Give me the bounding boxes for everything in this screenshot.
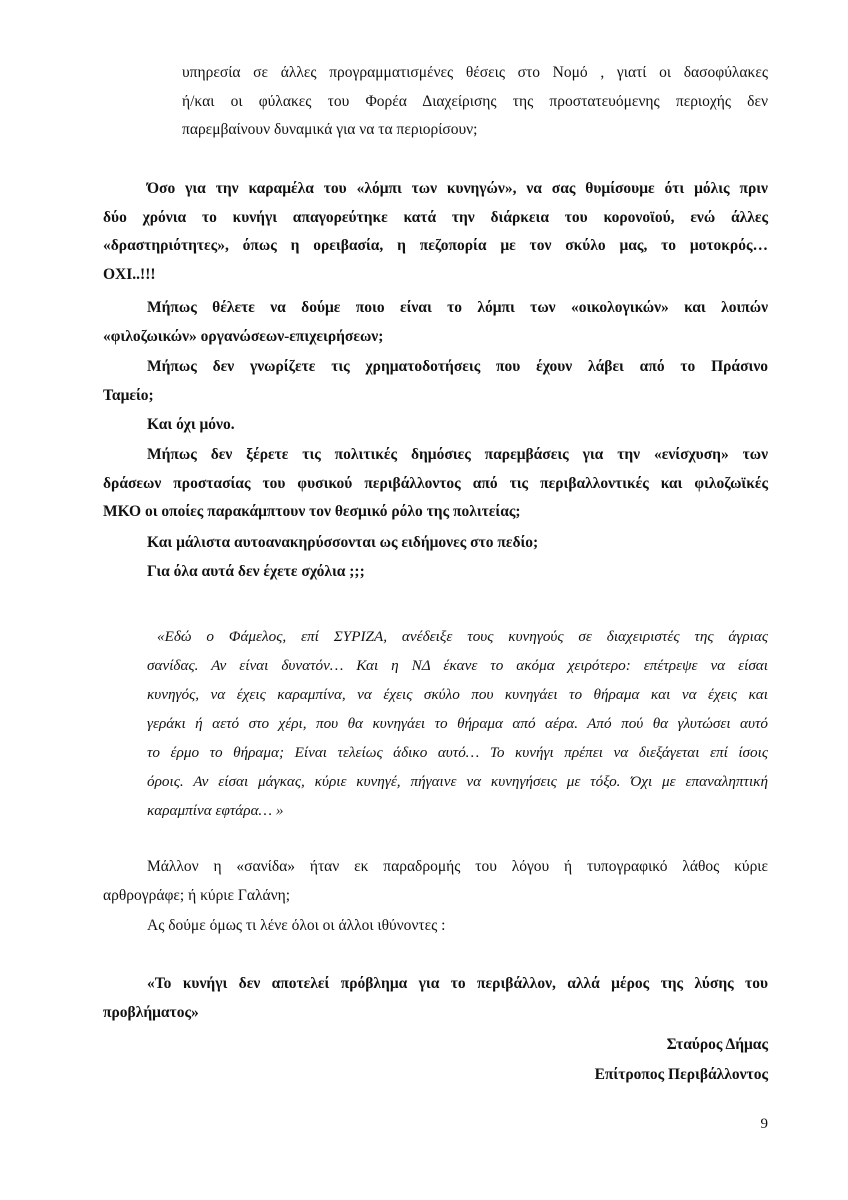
text-line: Μήπως δεν ξέρετε τις πολιτικές δημόσιες παρεμβάσεις για την «ενίσχυση» των (147, 446, 768, 463)
text-line: αρθρογράφε; ή κύριε Γαλάνη; (103, 886, 290, 904)
text-line: το έρμο το θήραμα; Είναι τελείως άδικο αυτό… Το κυνήγι πρέπει να διεξάγεται επί ίσοις (147, 744, 768, 761)
text-line: κυνηγός, να έχεις καραμπίνα, να έχεις σκύλο που κυνηγάει το θήραμα και να έχεις και (147, 686, 768, 703)
green-fund-paragraph (103, 353, 768, 410)
not-only-line: Και όχι μόνο. (147, 416, 235, 433)
text-line: σανίδας. Αν είναι δυνατόν… Και η ΝΔ έκανε το ακόμα χειρότερο: επέτρεψε να είσαι (147, 657, 768, 674)
experts-line: Και μάλιστα αυτοανακηρύσσονται ως ειδήμονες στο πεδίο; (147, 534, 539, 551)
dimas-quote (103, 970, 768, 1027)
text-line: «Εδώ ο Φάμελος, επί ΣΥΡΙΖΑ, ανέδειξε τους κυνηγούς σε διαχειριστές της άγριας (157, 628, 768, 645)
officials-line: Ας δούμε όμως τι λένε όλοι οι άλλοι ιθύνοντες : (147, 917, 446, 934)
intro-paragraph (182, 59, 768, 145)
signature-title: Επίτροπος Περιβάλλοντος (594, 1066, 768, 1083)
interventions-paragraph (103, 441, 768, 527)
text-line: Μήπως θέλετε να δούμε ποιο είναι το λόμπι των «οικολογικών» και λοιπών (147, 299, 768, 316)
text-line: δύο χρόνια το κυνήγι απαγορεύτηκε κατά την διάρκεια του κορονοϊού, ενώ άλλες (103, 208, 768, 226)
famelos-quote (147, 622, 768, 825)
text-line: όροις. Αν είσαι μάγκας, κύριε κυνηγέ, πήγαινε να κυνηγήσεις με τόξο. Όχι με επαναληπτική (147, 773, 768, 790)
text-line: «φιλοζωικών» οργανώσεων-επιχειρήσεων; (103, 327, 384, 345)
no-comments-line: Για όλα αυτά δεν έχετε σχόλια ;;; (147, 563, 365, 580)
plank-typo-paragraph (103, 853, 768, 910)
text-line: δράσεων προστασίας του φυσικού περιβάλλοντος από τις περιβαλλοντικές και φιλοζωϊκές (103, 474, 768, 492)
text-line: Μήπως δεν γνωρίζετε τις χρηματοδοτήσεις που έχουν λάβει από το Πράσινο (147, 358, 768, 375)
lobby-paragraph (103, 175, 768, 289)
text-line: ή/και οι φύλακες του Φορέα Διαχείρισης της προστατευόμενης περιοχής δεν (182, 92, 768, 110)
text-line: Ταμείο; (103, 386, 154, 404)
page-number: 9 (760, 1116, 768, 1132)
text-line: «Το κυνήγι δεν αποτελεί πρόβλημα για το περιβάλλον, αλλά μέρος της λύσης του (147, 975, 768, 992)
text-line: Μάλλον η «σανίδα» ήταν εκ παραδρομής του λόγου ή τυπογραφικό λάθος κύριε (147, 858, 768, 875)
text-line: υπηρεσία σε άλλες προγραμματισμένες θέσεις στο Νομό , γιατί οι δασοφύλακες (182, 64, 768, 81)
signature-name: Σταύρος Δήμας (666, 1036, 768, 1053)
text-line: γεράκι ή αετό στο χέρι, που θα κυνηγάει το θήραμα από αέρα. Από πού θα γλυτώσει αυτό (147, 715, 768, 732)
text-line: Όσο για την καραμέλα του «λόμπι των κυνηγών», να σας θυμίσουμε ότι μόλις πριν (147, 180, 768, 197)
ngo-lobby-paragraph (103, 294, 768, 351)
text-line: ΟΧΙ..!!! (103, 265, 156, 283)
text-line: «δραστηριότητες», όπως η ορειβασία, η πεζοπορία με τον σκύλο μας, το μοτοκρός… (103, 237, 768, 254)
text-line: παρεμβαίνουν δυναμικά για να τα περιορίσουν; (182, 121, 478, 138)
text-line: προβλήματος» (103, 1003, 199, 1021)
text-line: καραμπίνα εφτάρα… » (147, 802, 284, 819)
text-line: ΜΚΟ οι οποίες παρακάμπτουν τον θεσμικό ρόλο της πολιτείας; (103, 503, 521, 520)
